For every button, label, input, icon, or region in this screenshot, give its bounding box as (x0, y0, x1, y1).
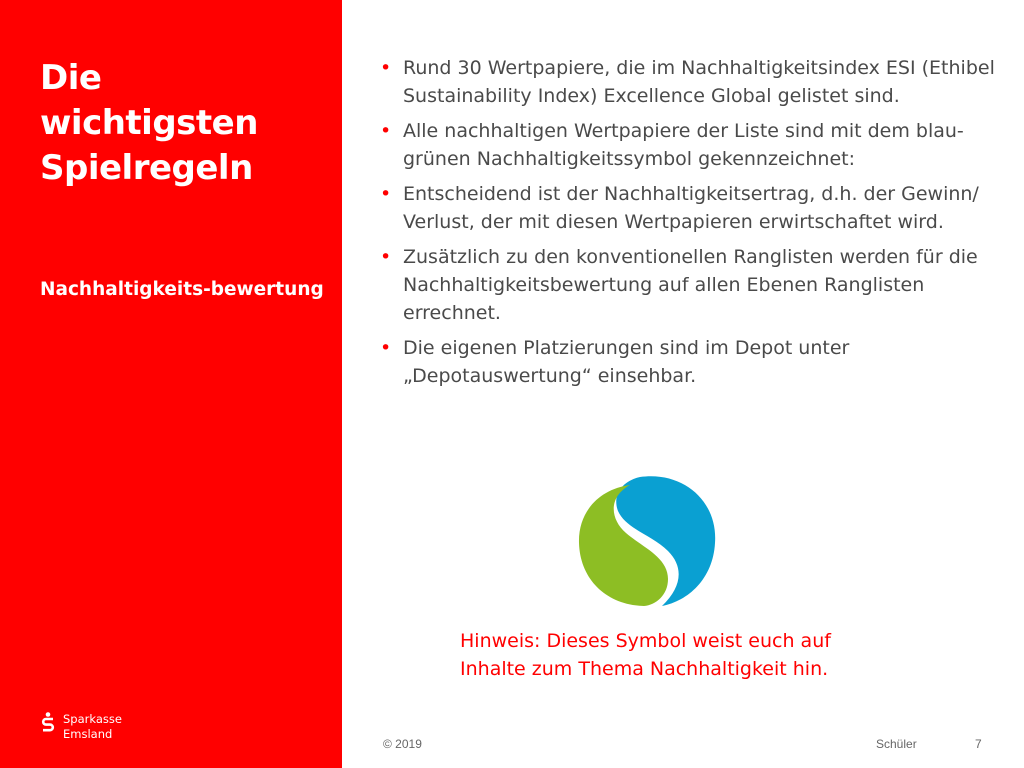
sustainability-symbol-icon (578, 475, 716, 607)
bullet-dot-icon: • (380, 246, 392, 268)
bullet-text: Zusätzlich zu den konventionellen Ranglisten werden für die Nachhaltigkeitsbewertung auf allen Ebenen Ranglisten errechnet. (403, 246, 978, 324)
bullet-item (376, 243, 996, 327)
slide-title: Die wichtigsten Spielregeln (40, 58, 258, 188)
sidebar-panel (0, 0, 342, 768)
bullet-text: Entscheidend ist der Nachhaltigkeitsertrag, d.h. der Gewinn/ Verlust, der mit diesen Wertpapieren erwirtschaftet wird. (403, 183, 979, 233)
bullet-dot-icon: • (380, 120, 392, 142)
sparkasse-logo (40, 712, 122, 742)
bullet-dot-icon: • (380, 337, 392, 359)
bullet-text: Alle nachhaltigen Wertpapiere der Liste sind mit dem blau-grünen Nachhaltigkeitssymbol gekennzeichnet: (403, 120, 964, 170)
bullet-dot-icon: • (380, 183, 392, 205)
section-subtitle: Nachhaltigkeits-bewertung (40, 279, 324, 300)
logo-line1: Sparkasse (63, 712, 122, 726)
bullet-item (376, 117, 996, 173)
bullet-dot-icon: • (380, 57, 392, 79)
logo-line2: Emsland (63, 727, 113, 741)
logo-text (63, 712, 122, 742)
footer-author: Schüler (876, 737, 917, 751)
sparkasse-s-logo-icon (40, 712, 56, 734)
hint-text: Hinweis: Dieses Symbol weist euch auf Inhalte zum Thema Nachhaltigkeit hin. (460, 630, 831, 680)
bullet-item (376, 54, 996, 110)
bullet-text: Rund 30 Wertpapiere, die im Nachhaltigkeitsindex ESI (Ethibel Sustainability Index) Excellence Global gelistet sind. (403, 57, 995, 107)
bullet-item (376, 334, 996, 390)
bullet-list (376, 54, 996, 390)
footer-page-number: 7 (975, 737, 982, 751)
bullet-item (376, 180, 996, 236)
footer-copyright: © 2019 (383, 737, 422, 751)
bullet-text: Die eigenen Platzierungen sind im Depot unter „Depotauswertung“ einsehbar. (403, 337, 850, 387)
content-area (376, 54, 996, 397)
